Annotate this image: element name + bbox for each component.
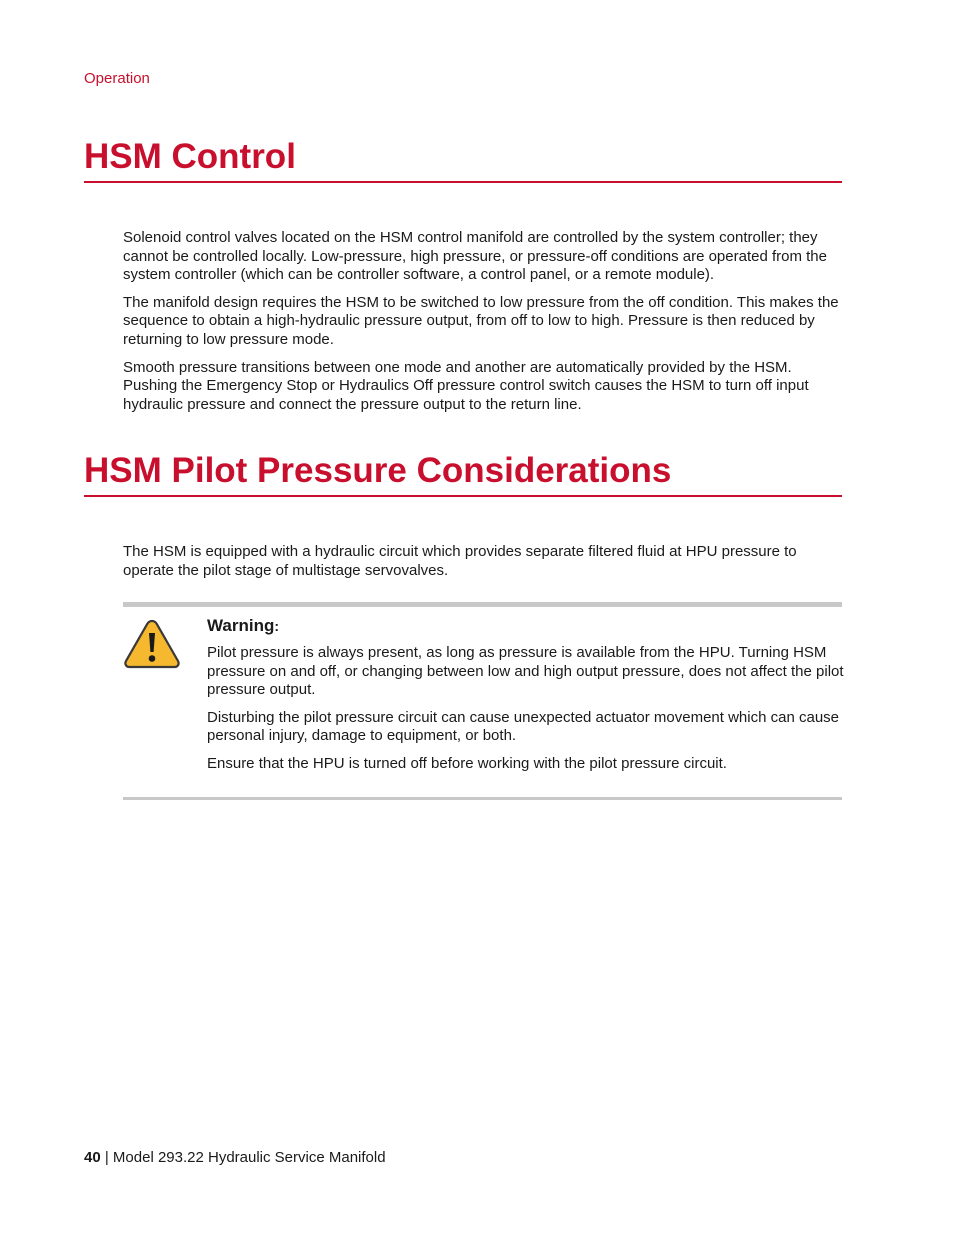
section-title-pilot-pressure: HSM Pilot Pressure Considerations [84, 451, 842, 497]
warning-paragraph: Ensure that the HPU is turned off before working with the pilot pressure circuit. [207, 754, 727, 772]
warning-triangle-icon [123, 618, 181, 670]
warning-title: Warning: [207, 616, 280, 635]
paragraph: Smooth pressure transitions between one mode and another are automatically provided by the HSM. Pushing the Emergency Stop or Hydraulics Off pressure control switch causes the HSM to turn off input hydraulic pressure and connect the pressure output to the return line. [123, 358, 809, 413]
hsm-control-body [123, 229, 845, 423]
paragraph: The manifold design requires the HSM to be switched to low pressure from the off condition. This makes the sequence to obtain a high-hydraulic pressure output, from off to low to high. Pressure is then reduced by returning to low pressure mode. [123, 293, 839, 348]
paragraph: The HSM is equipped with a hydraulic circuit which provides separate filtered fluid at HPU pressure to operate the pilot stage of multistage servovalves. [123, 543, 797, 579]
warning-content [207, 615, 845, 783]
pilot-pressure-body [123, 543, 845, 589]
section-title-hsm-control: HSM Control [84, 137, 842, 183]
page-footer [84, 1149, 386, 1167]
footer-separator: | [100, 1149, 113, 1166]
document-title: Model 293.22 Hydraulic Service Manifold [112, 1149, 386, 1166]
running-header: Operation [84, 70, 150, 87]
warning-box [123, 602, 842, 800]
warning-paragraph: Disturbing the pilot pressure circuit can cause unexpected actuator movement which can cause personal injury, damage to equipment, or both. [207, 708, 839, 745]
warning-paragraph: Pilot pressure is always present, as long as pressure is available from the HPU. Turning HSM pressure on and off, or changing between low and high output pressure, does not affect the pilot pressure output. [207, 644, 844, 699]
paragraph: Solenoid control valves located on the HSM control manifold are controlled by the system controller; they cannot be controlled locally. Low-pressure, high pressure, or pressure-off conditions are operated from the system controller (which can be controller software, a control panel, or a remote module). [123, 229, 827, 284]
page-number: 40 [84, 1149, 101, 1166]
